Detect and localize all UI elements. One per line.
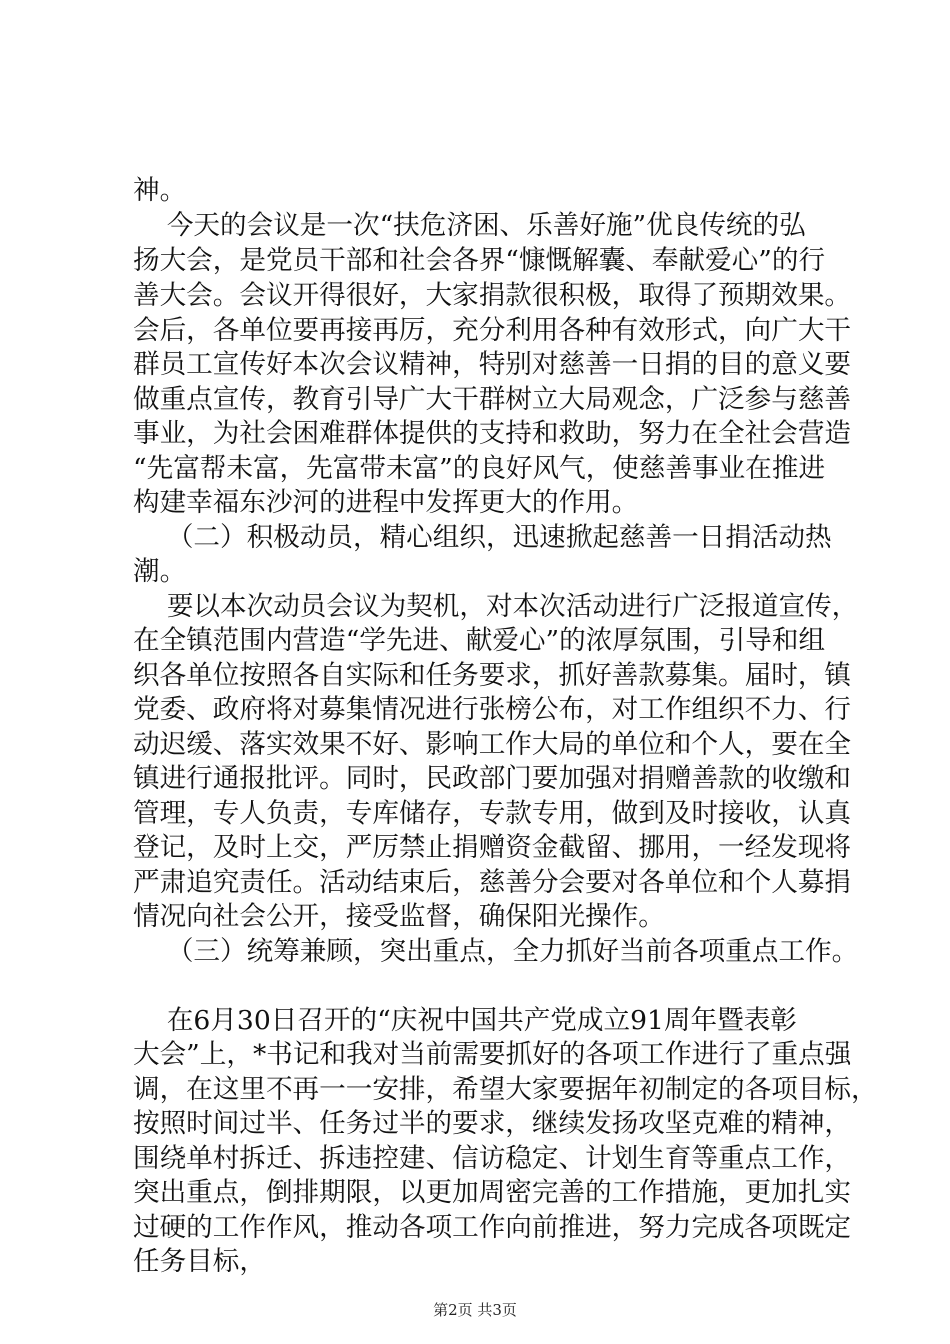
body-text-line: 善大会。会议开得很好，大家捐款很积极，取得了预期效果。 xyxy=(133,280,852,311)
body-text-line: 镇进行通报批评。同时，民政部门要加强对捐赠善款的收缴和 xyxy=(133,763,852,794)
body-text-line: 动迟缓、落实效果不好、影响工作大局的单位和个人，要在全 xyxy=(133,729,852,760)
body-text-line: 登记，及时上交，严厉禁止捐赠资金截留、挪用，一经发现将 xyxy=(133,832,852,863)
body-text-line: 构建幸福东沙河的进程中发挥更大的作用。 xyxy=(133,487,639,518)
body-text-line: 潮。 xyxy=(133,556,187,587)
body-text-line: 严肃追究责任。活动结束后，慈善分会要对各单位和个人募捐 xyxy=(133,867,852,898)
body-text-line: “先富帮未富，先富带未富”的良好风气，使慈善事业在推进 xyxy=(133,453,826,484)
body-text-line: 会后，各单位要再接再厉，充分利用各种有效形式，向广大干 xyxy=(133,315,852,346)
body-text-line: 做重点宣传，教育引导广大干群树立大局观念，广泛参与慈善 xyxy=(133,384,852,415)
section-heading-3: （三）统筹兼顾，突出重点，全力抓好当前各项重点工作。 xyxy=(133,936,859,967)
body-text-line: 扬大会，是党员干部和社会各界“慷慨解囊、奉献爱心”的行 xyxy=(133,245,826,276)
body-text-line: 突出重点，倒排期限，以更加周密完善的工作措施，更加扎实 xyxy=(133,1177,852,1208)
body-text-line: 在6月30日召开的“庆祝中国共产党成立91周年暨表彰 xyxy=(133,1005,797,1036)
body-text-line: 管理，专人负责，专库储存，专款专用，做到及时接收，认真 xyxy=(133,798,852,829)
body-text-line: 大会”上，*书记和我对当前需要抓好的各项工作进行了重点强 xyxy=(133,1039,852,1070)
body-text-line: 群员工宣传好本次会议精神，特别对慈善一日捐的目的意义要 xyxy=(133,349,852,380)
body-text-line: 党委、政府将对募集情况进行张榜公布，对工作组织不力、行 xyxy=(133,694,852,725)
body-text-line: 过硬的工作作风，推动各项工作向前推进，努力完成各项既定 xyxy=(133,1212,852,1243)
body-text-line: 情况向社会公开，接受监督，确保阳光操作。 xyxy=(133,901,665,932)
page-number-footer: 第2页 共3页 xyxy=(433,1301,517,1319)
body-text-line: 围绕单村拆迁、拆违控建、信访稳定、计划生育等重点工作， xyxy=(133,1143,852,1174)
body-text-line: 任务目标， xyxy=(133,1246,266,1277)
body-text-line: 今天的会议是一次“扶危济困、乐善好施”优良传统的弘 xyxy=(133,210,806,241)
body-text-line: 要以本次动员会议为契机，对本次活动进行广泛报道宣传， xyxy=(133,591,859,622)
body-text-line: 事业，为社会困难群体提供的支持和救助，努力在全社会营造 xyxy=(133,418,852,449)
body-text-line: 织各单位按照各自实际和任务要求，抓好善款募集。届时，镇 xyxy=(133,660,852,691)
body-text-line: 调，在这里不再一一安排，希望大家要据年初制定的各项目标， xyxy=(133,1074,878,1105)
body-text-line: 在全镇范围内营造“学先进、献爱心”的浓厚氛围，引导和组 xyxy=(133,625,826,656)
section-heading-2: （二）积极动员，精心组织，迅速掀起慈善一日捐活动热 xyxy=(133,522,832,553)
body-text-line: 按照时间过半、任务过半的要求，继续发扬攻坚克难的精神， xyxy=(133,1108,852,1139)
body-text-line: 神。 xyxy=(133,175,187,206)
